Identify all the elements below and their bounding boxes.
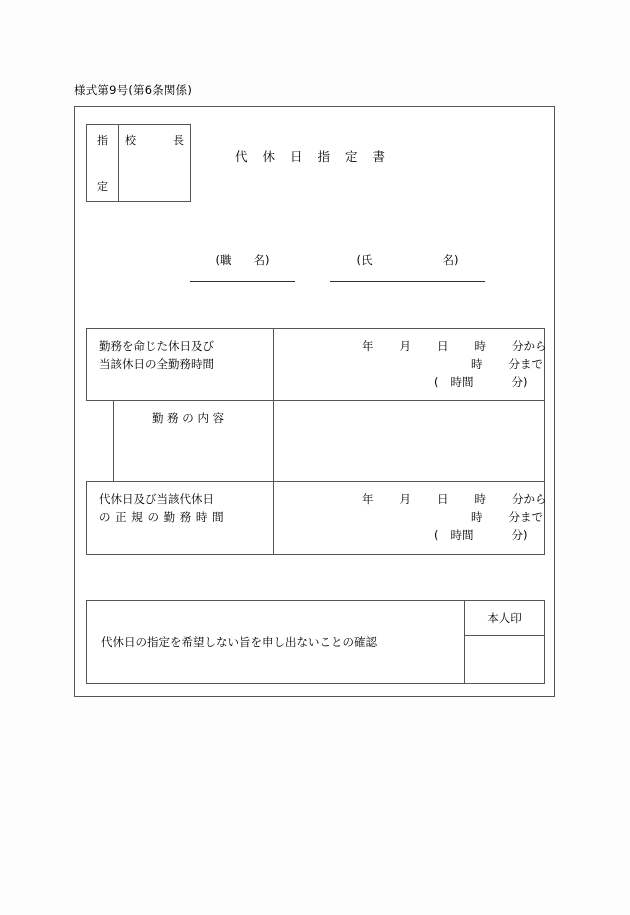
person-name-field[interactable] — [330, 252, 485, 282]
substitute-day-line2 — [284, 509, 543, 527]
signature-fields — [75, 252, 554, 292]
form-number-label: 様式第9号(第6条関係) — [74, 83, 193, 97]
substitute-day-month: 月 — [399, 492, 411, 507]
substitute-day-line1 — [284, 491, 547, 509]
holiday-work-total-hours: 時間 — [450, 374, 474, 389]
stamp-approver-cell[interactable] — [119, 125, 190, 201]
substitute-day-minute-from: 分から — [512, 492, 547, 507]
job-title-field[interactable] — [190, 252, 295, 282]
title-char-5: 書 — [372, 149, 387, 164]
table-row — [87, 329, 545, 401]
row-header-substitute-day — [87, 482, 274, 554]
holiday-work-line2 — [284, 356, 543, 374]
person-name-label-b: 名) — [442, 253, 459, 267]
substitute-day-hour-to: 時 — [471, 510, 483, 525]
title-char-3: 指 — [317, 149, 332, 164]
title-char-2: 日 — [290, 149, 304, 164]
substitute-day-day: 日 — [437, 492, 449, 507]
person-name-label-a: (氏 — [356, 253, 373, 267]
row-value-work-content[interactable] — [274, 401, 545, 482]
substitute-day-year: 年 — [362, 492, 374, 507]
holiday-work-line1 — [284, 338, 547, 356]
form-outer-frame — [74, 106, 555, 697]
person-name-label — [330, 252, 485, 268]
substitute-day-total-minutes: 分) — [511, 528, 528, 543]
title-char-4: 定 — [345, 149, 359, 164]
stamp-label-top: 指 — [97, 134, 108, 147]
holiday-work-day: 日 — [437, 339, 449, 353]
row-header-substitute-day-line2: の 正 規 の 勤 務 時 間 — [99, 510, 225, 525]
work-detail-table — [86, 328, 545, 555]
row-value-holiday-work[interactable] — [274, 329, 545, 401]
table-row — [87, 601, 545, 636]
approval-stamp-box — [86, 124, 191, 202]
holiday-work-minute-from: 分から — [512, 339, 547, 353]
stamp-label-column — [87, 125, 119, 201]
table-row — [87, 401, 545, 482]
holiday-work-month: 月 — [399, 339, 411, 353]
document-title — [235, 147, 386, 165]
job-title-underline — [190, 281, 295, 282]
holiday-work-minute-to: 分まで — [508, 356, 543, 371]
spacer-cell — [87, 401, 114, 482]
stamp-approver-title-a: 校 — [125, 134, 136, 147]
stamp-approver-title-b: 長 — [173, 134, 184, 147]
table-row — [87, 482, 545, 554]
stamp-label-bottom: 定 — [97, 180, 108, 193]
holiday-work-year: 年 — [362, 339, 374, 353]
row-header-holiday-work-line1: 勤務を命じた休日及び — [99, 339, 214, 353]
row-header-holiday-work — [87, 329, 274, 401]
holiday-work-line3 — [284, 374, 534, 392]
holiday-work-paren: ( — [434, 374, 439, 389]
substitute-day-paren: ( — [434, 528, 439, 543]
confirmation-table — [86, 600, 545, 684]
seal-input-cell[interactable] — [465, 636, 545, 684]
substitute-day-minute-to: 分まで — [508, 510, 543, 525]
row-header-work-content: 勤 務 の 内 容 — [114, 401, 274, 482]
job-title-label-b: 名) — [253, 253, 270, 267]
substitute-day-total-hours: 時間 — [450, 528, 474, 543]
confirmation-statement: 代休日の指定を希望しない旨を申し出ないことの確認 — [87, 601, 465, 684]
holiday-work-hour: 時 — [474, 339, 486, 353]
row-value-substitute-day[interactable] — [274, 482, 545, 554]
holiday-work-total-minutes: 分) — [511, 374, 528, 389]
row-header-holiday-work-line2: 当該休日の全勤務時間 — [99, 356, 214, 371]
title-char-1: 休 — [262, 149, 277, 164]
job-title-label-a: (職 — [215, 253, 232, 267]
person-name-underline — [330, 281, 485, 282]
job-title-label — [190, 252, 295, 268]
title-char-0: 代 — [235, 149, 249, 164]
stamp-approver-title — [125, 132, 184, 148]
substitute-day-hour: 時 — [474, 492, 486, 507]
substitute-day-line3 — [284, 527, 534, 545]
seal-column-header: 本人印 — [465, 601, 545, 636]
holiday-work-hour-to: 時 — [471, 356, 483, 371]
row-header-substitute-day-line1: 代休日及び当該代休日 — [99, 492, 214, 507]
